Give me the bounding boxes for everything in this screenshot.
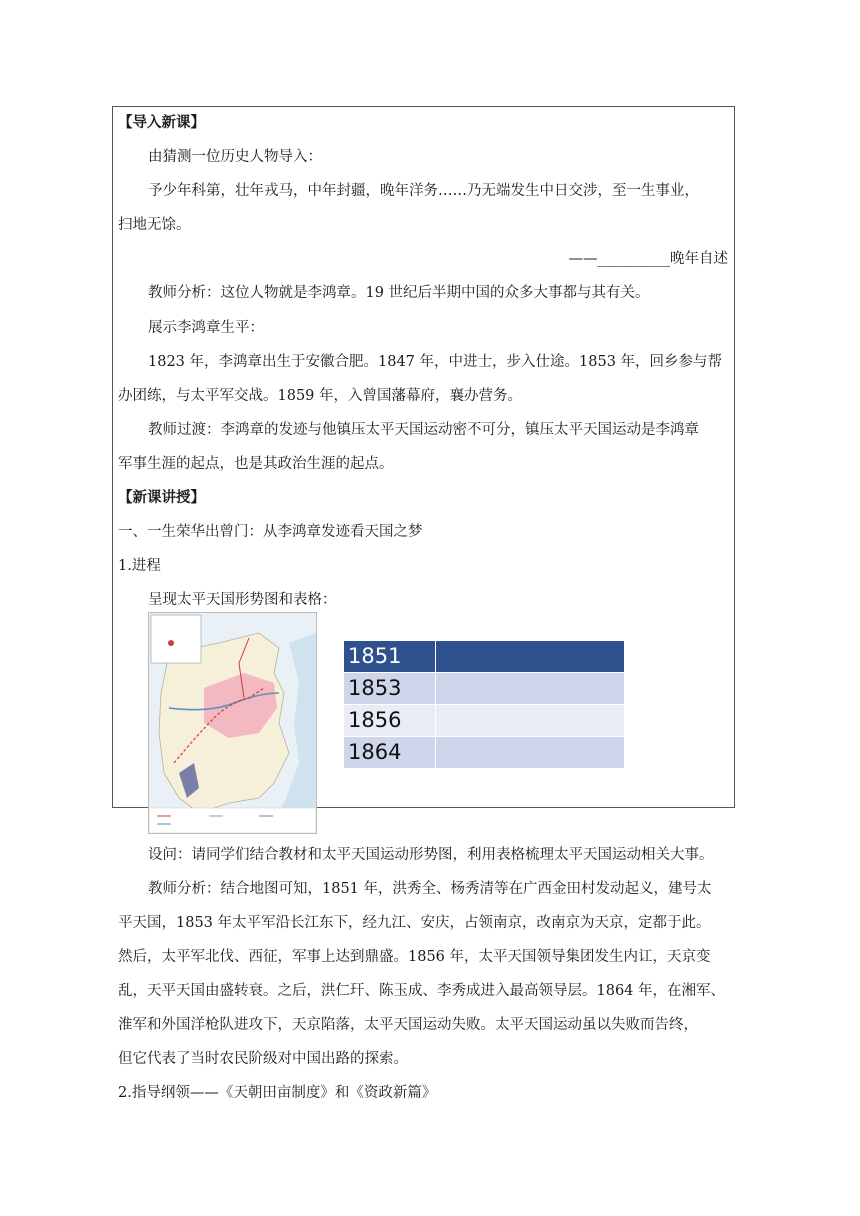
table-row bbox=[344, 641, 624, 673]
year-cell: 1856 bbox=[344, 705, 436, 736]
events-table bbox=[344, 641, 624, 769]
quote-line: 扫地无馀。 bbox=[118, 217, 191, 233]
quote-line: 予少年科第，壮年戎马，中年封疆，晚年洋务……乃无端发生中日交涉，至一生事业， bbox=[148, 183, 699, 199]
paragraph-line: 军事生涯的起点，也是其政治生涯的起点。 bbox=[118, 456, 394, 472]
paragraph-line: 然后，太平军北伐、西征，军事上达到鼎盛。1856 年，太平天国领导集团发生内讧，天京变 bbox=[118, 949, 711, 965]
paragraph-line: 展示李鸿章生平： bbox=[148, 320, 264, 336]
subheading: 1.进程 bbox=[118, 558, 161, 574]
paragraph-line: 教师分析：这位人物就是李鸿章。19 世纪后半期中国的众多大事都与其有关。 bbox=[148, 285, 650, 301]
year-cell: 1853 bbox=[344, 673, 436, 704]
year-cell: 1864 bbox=[344, 737, 436, 768]
section-heading-intro: 【导入新课】 bbox=[118, 114, 205, 131]
paragraph-line: 呈现太平天国形势图和表格： bbox=[148, 592, 337, 608]
year-cell: 1851 bbox=[344, 641, 436, 672]
event-cell[interactable] bbox=[436, 737, 624, 768]
paragraph-line: 教师分析：结合地图可知，1851 年，洪秀全、杨秀清等在广西金田村发动起义，建号太 bbox=[148, 881, 712, 897]
section-heading-lecture: 【新课讲授】 bbox=[118, 489, 205, 506]
paragraph-line: 乱，天平天国由盛转衰。之后，洪仁玕、陈玉成、李秀成进入最高领导层。1864 年，在湘军、 bbox=[118, 983, 726, 999]
paragraph-line: 办团练，与太平军交战。1859 年，入曾国藩幕府，襄办营务。 bbox=[118, 388, 523, 404]
event-cell[interactable] bbox=[436, 641, 624, 672]
paragraph-line: 但它代表了当时农民阶级对中国出路的探索。 bbox=[118, 1051, 408, 1067]
event-cell[interactable] bbox=[436, 673, 624, 704]
paragraph-line: 由猜测一位历史人物导入： bbox=[148, 149, 322, 165]
event-cell[interactable] bbox=[436, 705, 624, 736]
question-line: 设问：请同学们结合教材和太平天国运动形势图，利用表格梳理太平天国运动相关大事。 bbox=[148, 847, 714, 863]
table-row bbox=[344, 737, 624, 769]
paragraph-line: 1823 年，李鸿章出生于安徽合肥。1847 年，中进士，步入仕途。1853 年，回乡参与帮 bbox=[148, 354, 723, 370]
paragraph-line: 淮军和外国洋枪队进攻下，天京陷落，太平天国运动失败。太平天国运动虽以失败而告终， bbox=[118, 1017, 698, 1033]
subheading: 一、一生荣华出曾门：从李鸿章发迹看天国之梦 bbox=[118, 524, 423, 540]
paragraph-line: 平天国，1853 年太平军沿长江东下，经九江、安庆，占领南京，改南京为天京，定都于此。 bbox=[118, 915, 711, 931]
quote-attribution: ——__________晚年自述 bbox=[568, 251, 728, 267]
subheading: 2.指导纲领——《天朝田亩制度》和《资政新篇》 bbox=[118, 1085, 437, 1101]
paragraph-line: 教师过渡：李鸿章的发迹与他镇压太平天国运动密不可分，镇压太平天国运动是李鸿章 bbox=[148, 422, 699, 438]
taiping-map-image bbox=[148, 612, 317, 834]
table-row bbox=[344, 673, 624, 705]
table-row bbox=[344, 705, 624, 737]
